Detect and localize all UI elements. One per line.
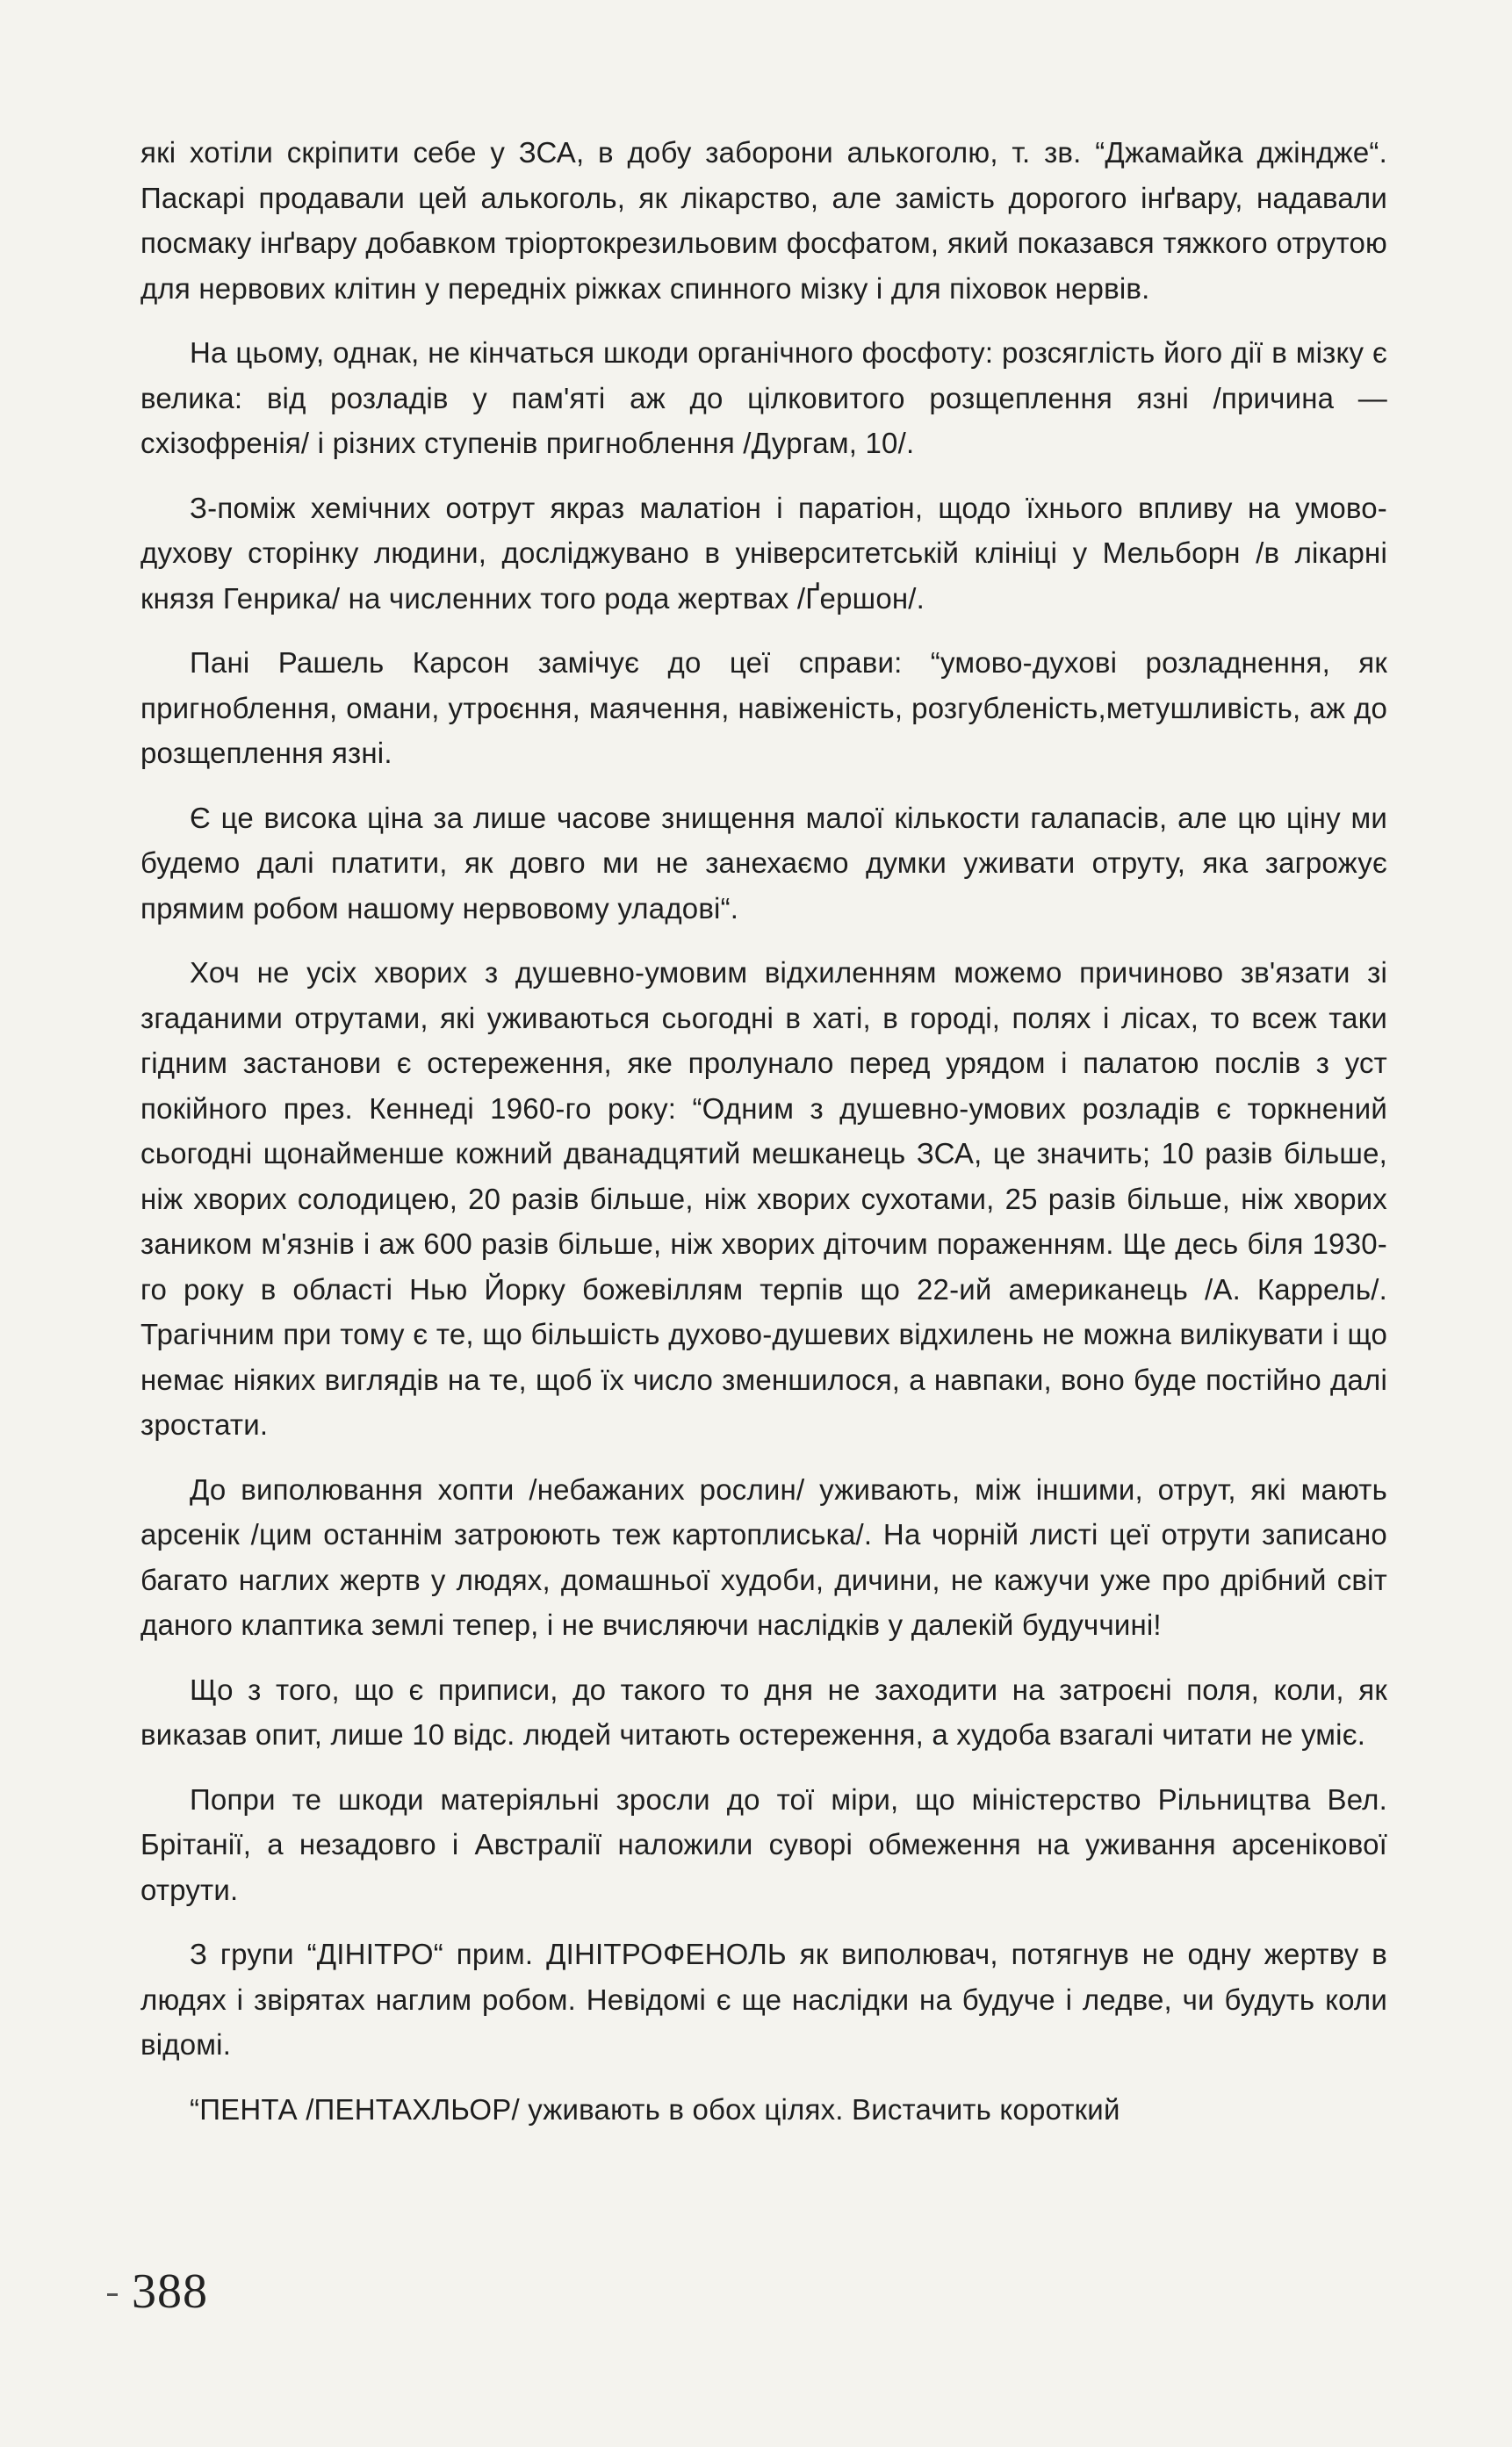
paragraph-9: Попри те шкоди матеріяльні зросли до тої міри, що міністерство Рільництва Вел. Брітанії, а незадовго і Австралії наложили суворі обмеження на уживання арсенікової отрути. xyxy=(140,1782,1387,1906)
page-number: 388 xyxy=(132,2264,208,2319)
paragraph-8: Що з того, що є приписи, до такого то дня не заходити на затроєні поля, коли, як виказав опит, лише 10 відс. людей читають остереження, а худоба взагалі читати не уміє. xyxy=(140,1673,1387,1751)
paragraph-7: До виполювання хопти /небажаних рослин/ уживають, між іншими, отрут, які мають арсенік /цим останнім затроюють теж картоплиська/. На чорній листі цеї отрути записано багато наглих жертв у людях, домашньої худоби, дичини, не кажучи уже про дрібний світ даного клаптика землі тепер, і не вчисляючи наслідків у далекій будуччині! xyxy=(140,1472,1387,1641)
paragraph-11: “ПЕНТА /ПЕНТАХЛЬОР/ уживають в обох цілях. Вистачить короткий xyxy=(190,2092,1120,2126)
paragraph-5: Є це висока ціна за лише часове знищення малої кількости галапасів, але цю ціну ми будемо далі платити, як довго ми не занехаємо думки уживати отруту, яка загрожує прямим робом нашому нервовому уладові“. xyxy=(140,801,1387,925)
paragraph-2: На цьому, однак, не кінчаться шкоди органічного фосфоту: розсяглість його дії в мізку є велика: від розладів у пам'яті аж до цілковитого розщеплення язні /причина — схізофренія/ і різних ступенів пригноблення /Дургам, 10/. xyxy=(140,336,1387,459)
paragraph-10: З групи “ДІНІТРО“ прим. ДІНІТРОФЕНОЛЬ як виполювач, потягнув не одну жертву в людях і звірятах наглим робом. Невідомі є ще наслідки на будуче і ледве, чи будуть коли відомі. xyxy=(140,1938,1387,2061)
paragraph-1: які хотіли скріпити себе у ЗСА, в добу заборони алькоголю, т. зв. “Джамайка джіндже“. Паскарі продавали цей алькоголь, як лікарство, але замість дорогого інґвару, надавали посмаку інґвару добавком тріортокрезильовим фосфатом, який показався тяжкого отрутою для нервових клітин у передніх ріжках спинного мізку і для піховок нервів. xyxy=(140,136,1387,305)
margin-mark xyxy=(107,2293,118,2296)
paragraph-6: Хоч не усіх хворих з душевно-умовим відхиленням можемо причиново зв'язати зі згаданими отрутами, які уживаються сьогодні в хаті, в городі, полях і лісах, то всеж таки гідним застанови є остереження, яке пролунало перед урядом і палатою послів з уст покійного през. Кеннеді 1960-го року: “Одним з душевно-умових розладів є торкнений сьогодні щонайменше кожний дванадцятий мешканець ЗСА, це значить; 10 разів більше, ніж хворих солодицею, 20 разів більше, ніж хворих сухотами, 25 разів більше, ніж хворих заником м'язнів і аж 600 разів більше, ніж хворих діточим пораженням. Ще десь біля 1930-го року в області Нью Йорку божевіллям терпів що 22-ий американець /А. Каррель/. Трагічним при тому є те, що більшість духово-душевих відхилень не можна вилікувати і що немає ніяких виглядів на те, щоб їх число зменшилося, а навпаки, воно буде постійно далі зростати. xyxy=(140,956,1387,1441)
paragraph-3: З-поміж хемічних оотрут якраз малатіон і паратіон, щодо їхнього впливу на умово-духову сторінку людини, досліджувано в університетській клініці у Мельборн /в лікарні князя Генрика/ на численних того рода жертвах /Ґершон/. xyxy=(140,491,1387,615)
paragraph-4: Пані Рашель Карсон замічує до цеї справи: “умово-духові розладнення, як пригноблення, омани, утроєння, маячення, навіженість, розгубленість,метушливість, аж до розщеплення язні. xyxy=(140,646,1387,769)
page-body xyxy=(140,130,1387,2151)
